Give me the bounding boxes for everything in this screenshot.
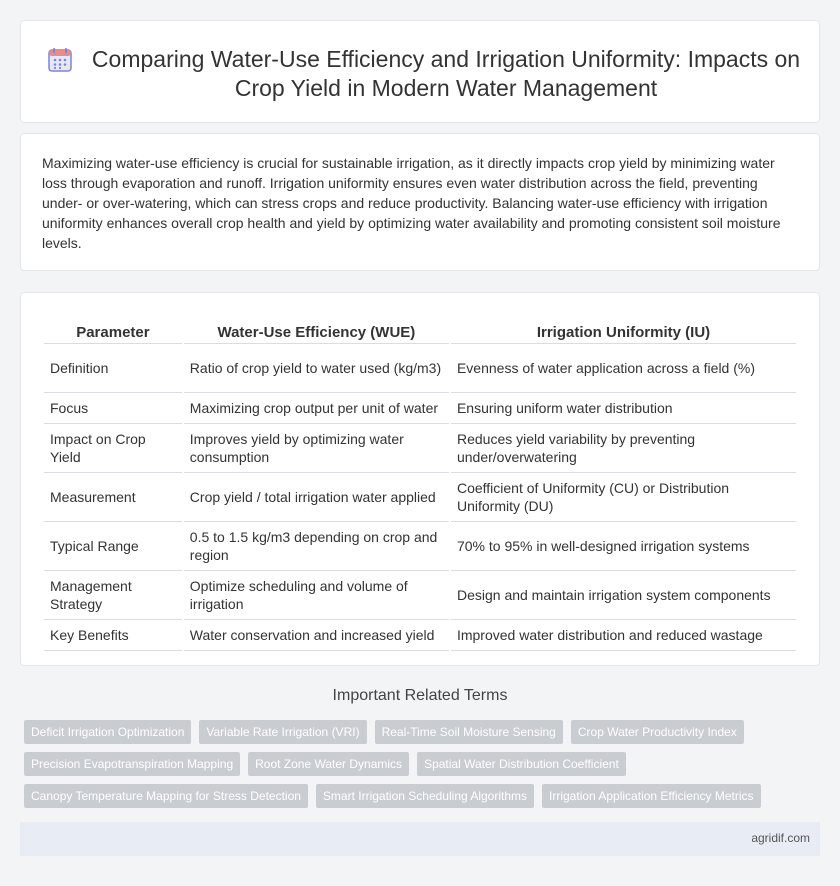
table-cell: Water conservation and increased yield (184, 620, 449, 651)
table-cell: Optimize scheduling and volume of irrigation (184, 571, 449, 620)
related-terms-heading: Important Related Terms (332, 687, 508, 704)
table-row (44, 620, 796, 651)
table-cell: Improved water distribution and reduced wastage (451, 620, 796, 651)
table-row (44, 344, 796, 393)
table-cell: Maximizing crop output per unit of water (184, 393, 449, 424)
footer (20, 822, 820, 856)
table-cell: Design and maintain irrigation system components (451, 571, 796, 620)
column-header-wue: Water-Use Efficiency (WUE) (184, 313, 449, 344)
table-row (44, 393, 796, 424)
page-title: Comparing Water-Use Efficiency and Irrigation Uniformity: Impacts on Crop Yield in Modern Water Management (91, 46, 801, 101)
table-cell: Management Strategy (44, 571, 182, 620)
table-cell: Crop yield / total irrigation water applied (184, 473, 449, 522)
table-cell: 0.5 to 1.5 kg/m3 depending on crop and region (184, 522, 449, 571)
related-term-tag[interactable]: Spatial Water Distribution Coefficient (417, 752, 626, 776)
comparison-table-card (20, 292, 820, 666)
table-cell: Focus (44, 393, 182, 424)
related-term-tag[interactable]: Deficit Irrigation Optimization (24, 720, 191, 744)
related-term-tag[interactable]: Variable Rate Irrigation (VRI) (199, 720, 366, 744)
table-row (44, 473, 796, 522)
table-cell: Definition (44, 344, 182, 393)
table-cell: Improves yield by optimizing water consumption (184, 424, 449, 473)
table-cell: Reduces yield variability by preventing under/overwatering (451, 424, 796, 473)
intro-paragraph: Maximizing water-use efficiency is crucial for sustainable irrigation, as it directly impacts crop yield by minimizing water loss through evaporation and runoff. Irrigation uniformity ensures even water distribution across the field, preventing under- or over-watering, which can stress crops and reduce productivity. Balancing water-use efficiency with irrigation uniformity enhances overall crop health and yield by optimizing water availability and promoting consistent soil moisture levels. (42, 155, 781, 251)
table-cell: Measurement (44, 473, 182, 522)
related-term-tag[interactable]: Precision Evapotranspiration Mapping (24, 752, 240, 776)
table-cell: Typical Range (44, 522, 182, 571)
intro-card (20, 133, 820, 271)
table-row (44, 571, 796, 620)
footer-domain-link[interactable]: agridif.com (751, 831, 810, 845)
calendar-icon (47, 47, 73, 73)
table-cell: 70% to 95% in well-designed irrigation systems (451, 522, 796, 571)
related-terms-list (24, 720, 814, 808)
table-cell: Ratio of crop yield to water used (kg/m3) (184, 344, 449, 393)
table-cell: Coefficient of Uniformity (CU) or Distribution Uniformity (DU) (451, 473, 796, 522)
table-cell: Evenness of water application across a field (%) (451, 344, 796, 393)
related-term-tag[interactable]: Irrigation Application Efficiency Metrics (542, 784, 761, 808)
table-row (44, 424, 796, 473)
column-header-parameter: Parameter (44, 313, 182, 344)
comparison-table (42, 313, 798, 651)
table-cell: Key Benefits (44, 620, 182, 651)
related-term-tag[interactable]: Canopy Temperature Mapping for Stress Detection (24, 784, 308, 808)
related-term-tag[interactable]: Real-Time Soil Moisture Sensing (375, 720, 563, 744)
related-term-tag[interactable]: Smart Irrigation Scheduling Algorithms (316, 784, 534, 808)
table-header-row (44, 313, 796, 344)
column-header-iu: Irrigation Uniformity (IU) (451, 313, 796, 344)
table-row (44, 522, 796, 571)
related-term-tag[interactable]: Root Zone Water Dynamics (248, 752, 409, 776)
related-term-tag[interactable]: Crop Water Productivity Index (571, 720, 744, 744)
header-card (20, 20, 820, 123)
table-cell: Ensuring uniform water distribution (451, 393, 796, 424)
table-cell: Impact on Crop Yield (44, 424, 182, 473)
